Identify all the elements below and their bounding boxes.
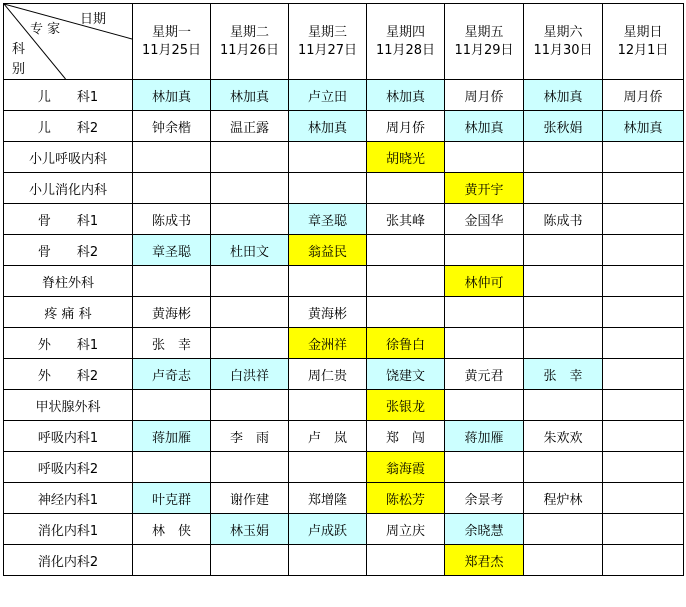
expert-cell	[367, 173, 445, 204]
expert-cell: 朱欢欢	[524, 421, 603, 452]
dept-cell: 儿 科2	[4, 111, 133, 142]
expert-cell	[603, 483, 684, 514]
expert-cell	[524, 266, 603, 297]
expert-cell: 张 幸	[524, 359, 603, 390]
expert-cell	[211, 328, 289, 359]
expert-cell: 蒋加雁	[445, 421, 524, 452]
expert-cell	[211, 204, 289, 235]
expert-cell	[603, 390, 684, 421]
table-row	[4, 111, 684, 142]
dept-cell: 呼吸内科2	[4, 452, 133, 483]
expert-cell: 张 幸	[133, 328, 211, 359]
table-row	[4, 421, 684, 452]
expert-cell	[603, 297, 684, 328]
expert-cell: 饶建文	[367, 359, 445, 390]
table-row	[4, 204, 684, 235]
day-header-7: 星期日 12月1日	[603, 4, 684, 80]
expert-cell	[367, 297, 445, 328]
expert-cell	[289, 142, 367, 173]
expert-cell: 黄开宇	[445, 173, 524, 204]
expert-cell	[289, 545, 367, 576]
expert-cell: 林加真	[524, 80, 603, 111]
expert-cell	[289, 173, 367, 204]
expert-cell	[289, 266, 367, 297]
expert-cell	[367, 545, 445, 576]
dept-cell: 小儿消化内科	[4, 173, 133, 204]
expert-cell	[524, 235, 603, 266]
dept-cell: 神经内科1	[4, 483, 133, 514]
expert-cell: 黄元君	[445, 359, 524, 390]
table-row	[4, 328, 684, 359]
expert-cell: 李 雨	[211, 421, 289, 452]
expert-cell: 黄海彬	[133, 297, 211, 328]
expert-cell	[133, 545, 211, 576]
expert-cell	[211, 142, 289, 173]
expert-cell	[289, 390, 367, 421]
table-row	[4, 483, 684, 514]
expert-cell: 金洲祥	[289, 328, 367, 359]
expert-cell: 卢 岚	[289, 421, 367, 452]
expert-cell: 林 侠	[133, 514, 211, 545]
expert-cell	[603, 204, 684, 235]
expert-cell	[603, 359, 684, 390]
dept-cell: 小儿呼吸内科	[4, 142, 133, 173]
expert-cell	[133, 266, 211, 297]
expert-cell: 郑增隆	[289, 483, 367, 514]
expert-cell: 蒋加雁	[133, 421, 211, 452]
expert-cell	[524, 452, 603, 483]
table-row	[4, 235, 684, 266]
expert-cell: 陈成书	[133, 204, 211, 235]
expert-cell: 余晓慧	[445, 514, 524, 545]
corner-cell	[4, 4, 133, 80]
corner-dept-top: 科	[12, 42, 26, 57]
dept-cell: 脊柱外科	[4, 266, 133, 297]
expert-cell: 林加真	[445, 111, 524, 142]
expert-cell: 林玉娟	[211, 514, 289, 545]
expert-cell: 周月侨	[445, 80, 524, 111]
expert-cell	[133, 452, 211, 483]
expert-cell	[603, 142, 684, 173]
expert-cell: 程炉林	[524, 483, 603, 514]
expert-cell	[211, 297, 289, 328]
expert-cell: 翁益民	[289, 235, 367, 266]
expert-cell: 胡晓光	[367, 142, 445, 173]
expert-cell: 林加真	[211, 80, 289, 111]
expert-schedule-table	[3, 3, 684, 576]
expert-cell	[524, 545, 603, 576]
table-row	[4, 514, 684, 545]
expert-cell	[445, 452, 524, 483]
expert-cell	[603, 452, 684, 483]
table-row	[4, 142, 684, 173]
corner-date-label: 日期	[80, 12, 107, 27]
expert-cell	[211, 173, 289, 204]
expert-cell	[445, 235, 524, 266]
day-header-5: 星期五 11月29日	[445, 4, 524, 80]
expert-cell	[603, 545, 684, 576]
expert-cell	[211, 545, 289, 576]
expert-cell: 林加真	[289, 111, 367, 142]
expert-cell	[445, 328, 524, 359]
table-row	[4, 390, 684, 421]
expert-cell: 徐鲁白	[367, 328, 445, 359]
expert-cell: 周月侨	[367, 111, 445, 142]
expert-cell	[603, 421, 684, 452]
dept-cell: 骨 科1	[4, 204, 133, 235]
dept-cell: 外 科1	[4, 328, 133, 359]
dept-cell: 外 科2	[4, 359, 133, 390]
expert-cell	[603, 173, 684, 204]
expert-cell: 林加真	[603, 111, 684, 142]
corner-dept-bottom: 别	[12, 62, 26, 77]
expert-cell	[524, 514, 603, 545]
expert-cell: 周仁贵	[289, 359, 367, 390]
expert-cell: 卢立田	[289, 80, 367, 111]
expert-cell	[524, 328, 603, 359]
expert-cell: 周月侨	[603, 80, 684, 111]
expert-cell	[524, 390, 603, 421]
dept-cell: 骨 科2	[4, 235, 133, 266]
expert-cell: 余景考	[445, 483, 524, 514]
expert-cell	[524, 297, 603, 328]
table-row	[4, 545, 684, 576]
table-row	[4, 297, 684, 328]
dept-cell: 甲状腺外科	[4, 390, 133, 421]
expert-cell	[603, 328, 684, 359]
expert-cell	[133, 173, 211, 204]
expert-cell	[603, 514, 684, 545]
expert-cell	[211, 390, 289, 421]
expert-cell	[524, 142, 603, 173]
expert-cell: 金国华	[445, 204, 524, 235]
expert-cell	[524, 173, 603, 204]
table-row	[4, 452, 684, 483]
expert-cell	[445, 390, 524, 421]
table-row	[4, 359, 684, 390]
expert-cell: 卢成跃	[289, 514, 367, 545]
table-row	[4, 266, 684, 297]
expert-cell: 叶克群	[133, 483, 211, 514]
expert-cell: 黄海彬	[289, 297, 367, 328]
expert-cell: 温正露	[211, 111, 289, 142]
expert-cell: 章圣聪	[133, 235, 211, 266]
expert-cell	[133, 390, 211, 421]
expert-cell: 周立庆	[367, 514, 445, 545]
day-header-3: 星期三 11月27日	[289, 4, 367, 80]
expert-cell	[445, 142, 524, 173]
expert-cell: 章圣聪	[289, 204, 367, 235]
expert-cell: 陈成书	[524, 204, 603, 235]
expert-cell: 林仲可	[445, 266, 524, 297]
expert-cell	[133, 142, 211, 173]
expert-cell	[603, 266, 684, 297]
expert-cell: 郑 闯	[367, 421, 445, 452]
dept-cell: 消化内科2	[4, 545, 133, 576]
expert-cell	[289, 452, 367, 483]
day-header-2: 星期二 11月26日	[211, 4, 289, 80]
expert-cell: 杜田文	[211, 235, 289, 266]
corner-expert-label: 专 家	[30, 22, 61, 37]
expert-cell: 谢作建	[211, 483, 289, 514]
expert-cell	[211, 452, 289, 483]
day-header-6: 星期六 11月30日	[524, 4, 603, 80]
day-header-1: 星期一 11月25日	[133, 4, 211, 80]
expert-cell: 翁海霞	[367, 452, 445, 483]
dept-cell: 消化内科1	[4, 514, 133, 545]
expert-cell	[211, 266, 289, 297]
expert-cell: 张其峰	[367, 204, 445, 235]
expert-cell: 白洪祥	[211, 359, 289, 390]
expert-cell	[367, 235, 445, 266]
table-row	[4, 173, 684, 204]
expert-cell: 郑君杰	[445, 545, 524, 576]
expert-cell: 林加真	[133, 80, 211, 111]
expert-cell	[445, 297, 524, 328]
expert-cell	[603, 235, 684, 266]
schedule-body	[4, 4, 684, 576]
expert-cell: 卢奇志	[133, 359, 211, 390]
expert-cell: 张银龙	[367, 390, 445, 421]
dept-cell: 儿 科1	[4, 80, 133, 111]
table-row	[4, 80, 684, 111]
expert-cell: 张秋娟	[524, 111, 603, 142]
day-header-4: 星期四 11月28日	[367, 4, 445, 80]
dept-cell: 呼吸内科1	[4, 421, 133, 452]
expert-cell: 林加真	[367, 80, 445, 111]
header-row	[4, 4, 684, 80]
expert-cell: 钟余楷	[133, 111, 211, 142]
expert-cell	[367, 266, 445, 297]
dept-cell: 疼 痛 科	[4, 297, 133, 328]
expert-cell: 陈松芳	[367, 483, 445, 514]
